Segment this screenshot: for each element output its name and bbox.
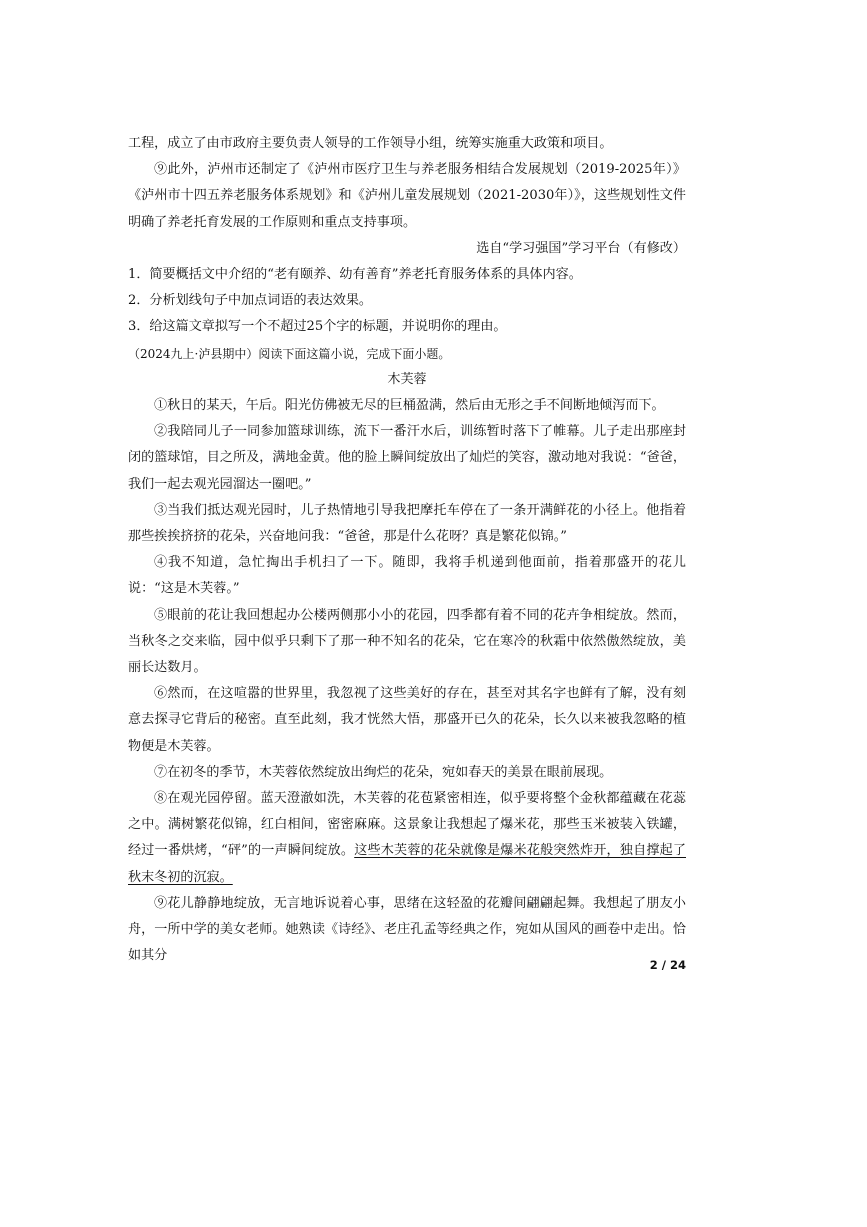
page-number: 2 / 24 [649, 958, 686, 972]
question-2: 2．分析划线句子中加点词语的表达效果。 [128, 293, 373, 309]
page-content [128, 131, 686, 970]
story-paragraph-4: ④我不知道，急忙掏出手机扫了一下。随即，我将手机递到他面前，指着那盛开的花儿说：“这是木芙蓉。” [128, 555, 686, 597]
story-paragraph-1: ①秋日的某天，午后。阳光仿佛被无尽的巨桶盈满，然后由无形之手不间断地倾泻而下。 [154, 398, 665, 414]
underlined-sentence: 这些木芙蓉的花朵就像是爆米花般突然炸开，独自撑起了秋末冬初的沉寂。 [128, 843, 686, 885]
story-paragraph-6: ⑥然而，在这喧嚣的世界里，我忽视了这些美好的存在，甚至对其名字也鲜有了解，没有刻意去探寻它背后的秘密。直至此刻，我才恍然大悟，那盛开已久的花朵，长久以来被我忽略的植物便是木芙蓉。 [128, 686, 686, 754]
paragraph-9-planning: ⑨此外，泸州市还制定了《泸州市医疗卫生与养老服务相结合发展规划（2019-2025年）》《泸州市十四五养老服务体系规划》和《泸州儿童发展规划（2021-2030年）》，这些规划性文件明确了养老托育发展的工作原则和重点支持事项。 [128, 162, 686, 230]
story-paragraph-8-text: ⑧在观光园停留。蓝天澄澈如洗，木芙蓉的花苞紧密相连，似乎要将整个金秋都蕴藏在花蕊之中。满树繁花似锦，红白相间，密密麻麻。这景象让我想起了爆米花，那些玉米被装入铁罐，经过一番烘烤，“砰”的一声瞬间绽放。 [128, 791, 686, 859]
question-1: 1．简要概括文中介绍的“老有颐养、幼有善育”养老托育服务体系的具体内容。 [128, 267, 582, 283]
story-paragraph-2: ②我陪同儿子一同参加篮球训练，流下一番汗水后，训练暂时落下了帷幕。儿子走出那座封闭的篮球馆，目之所及，满地金黄。他的脸上瞬间绽放出了灿烂的笑容，激动地对我说：“爸爸，我们一起去观光园溜达一圈吧。” [128, 424, 686, 492]
question-3: 3．给这篇文章拟写一个不超过25个字的标题，并说明你的理由。 [128, 319, 507, 335]
story-paragraph-3: ③当我们抵达观光园时，儿子热情地引导我把摩托车停在了一条开满鲜花的小径上。他指着那些挨挨挤挤的花朵，兴奋地问我：“爸爸，那是什么花呀？真是繁花似锦。” [128, 502, 686, 545]
paragraph-continuation: 工程，成立了由市政府主要负责人领导的工作领导小组，统筹实施重大政策和项目。 [128, 136, 613, 151]
source-citation: 选自“学习强国”学习平台（有修改） [476, 240, 686, 256]
story-paragraph-8 [128, 786, 686, 891]
story-paragraph-5: ⑤眼前的花让我回想起办公楼两侧那小小的花园，四季都有着不同的花卉争相绽放。然而，当秋冬之交来临，园中似乎只剩下了那一种不知名的花朵，它在寒冷的秋霜中依然傲然绽放，美丽长达数月。 [128, 607, 686, 676]
story-paragraph-7: ⑦在初冬的季节，木芙蓉依然绽放出绚烂的花朵，宛如春天的美景在眼前展现。 [154, 764, 613, 780]
story-paragraph-9: ⑨花儿静静地绽放，无言地诉说着心事，思绪在这轻盈的花瓣间翩翩起舞。我想起了朋友小舟，一所中学的美女老师。她熟读《诗经》、老庄孔孟等经典之作，宛如从国风的画卷中走出。恰如其分 [128, 895, 686, 964]
section-intro: （2024九上·泸县期中）阅读下面这篇小说，完成下面小题。 [128, 346, 451, 361]
story-title: 木芙蓉 [387, 371, 427, 387]
